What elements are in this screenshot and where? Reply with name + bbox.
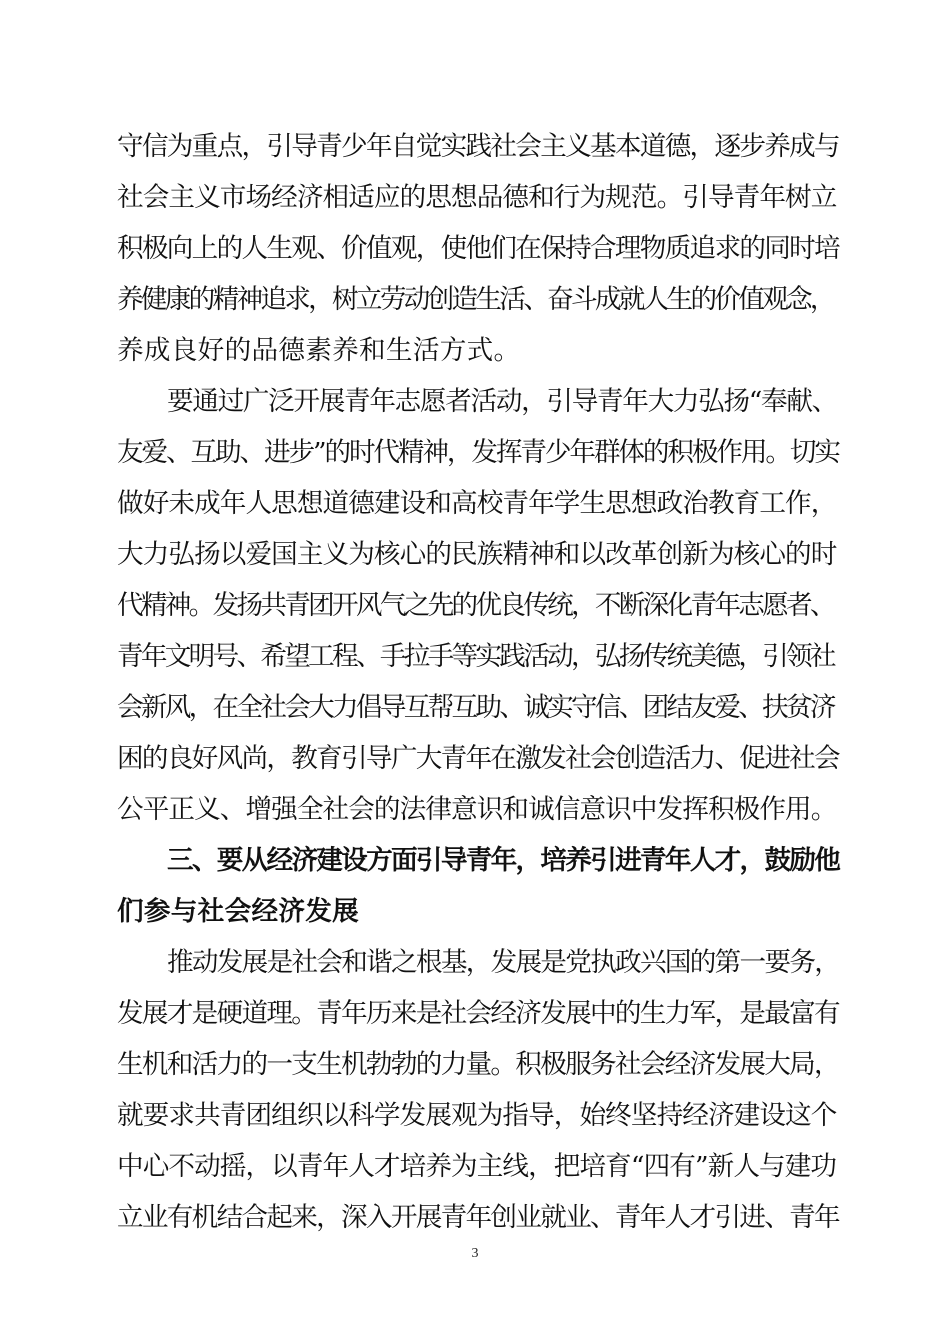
text-line: 友爱、互助、进步”的时代精神，发挥青少年群体的积极作用。切实 <box>117 437 839 468</box>
text-line: 中心不动摇，以青年人才培养为主线，把培育“四有”新人与建功 <box>117 1151 837 1182</box>
text-line: 立业有机结合起来，深入开展青年创业就业、青年人才引进、青年 <box>117 1202 839 1233</box>
text-line: 生机和活力的一支生机勃勃的力量。积极服务社会经济发展大局， <box>117 1049 839 1080</box>
text-line: 养健康的精神追求，树立劳动创造生活、奋斗成就人生的价值观念， <box>117 284 834 315</box>
text-line: 困的良好风尚，教育引导广大青年在激发社会创造活力、促进社会 <box>117 743 839 774</box>
text-line: 就要求共青团组织以科学发展观为指导，始终坚持经济建设这个 <box>117 1100 837 1131</box>
text-line: 社会主义市场经济相适应的思想品德和行为规范。引导青年树立 <box>117 182 837 213</box>
text-line: 公平正义、增强全社会的法律意识和诚信意识中发挥积极作用。 <box>117 794 837 825</box>
text-line: 要通过广泛开展青年志愿者活动，引导青年大力弘扬“奉献、 <box>167 386 837 417</box>
text-line: 养成良好的品德素养和生活方式。 <box>117 335 521 366</box>
text-line: 做好未成年人思想道德建设和高校青年学生思想政治教育工作， <box>117 488 837 519</box>
text-line: 积极向上的人生观、价值观，使他们在保持合理物质追求的同时培 <box>117 233 839 264</box>
heading-line: 三、要从经济建设方面引导青年，培养引进青年人才，鼓励他 <box>167 845 840 876</box>
text-line: 代精神。发扬共青团开风气之先的优良传统，不断深化青年志愿者、 <box>117 590 834 621</box>
text-line: 守信为重点，引导青少年自觉实践社会主义基本道德，逐步养成与 <box>117 131 839 162</box>
text-line: 青年文明号、希望工程、手拉手等实践活动，弘扬传统美德，引领社 <box>117 641 834 672</box>
text-line: 大力弘扬以爱国主义为核心的民族精神和以改革创新为核心的时 <box>117 539 837 570</box>
heading-line: 们参与社会经济发展 <box>117 896 360 927</box>
page-number: 3 <box>471 1246 479 1261</box>
text-line: 推动发展是社会和谐之根基，发展是党执政兴国的第一要务， <box>167 947 840 978</box>
text-line: 发展才是硬道理。青年历来是社会经济发展中的生力军，是最富有 <box>117 998 839 1029</box>
text-line: 会新风，在全社会大力倡导互帮互助、诚实守信、团结友爱、扶贫济 <box>117 692 834 723</box>
